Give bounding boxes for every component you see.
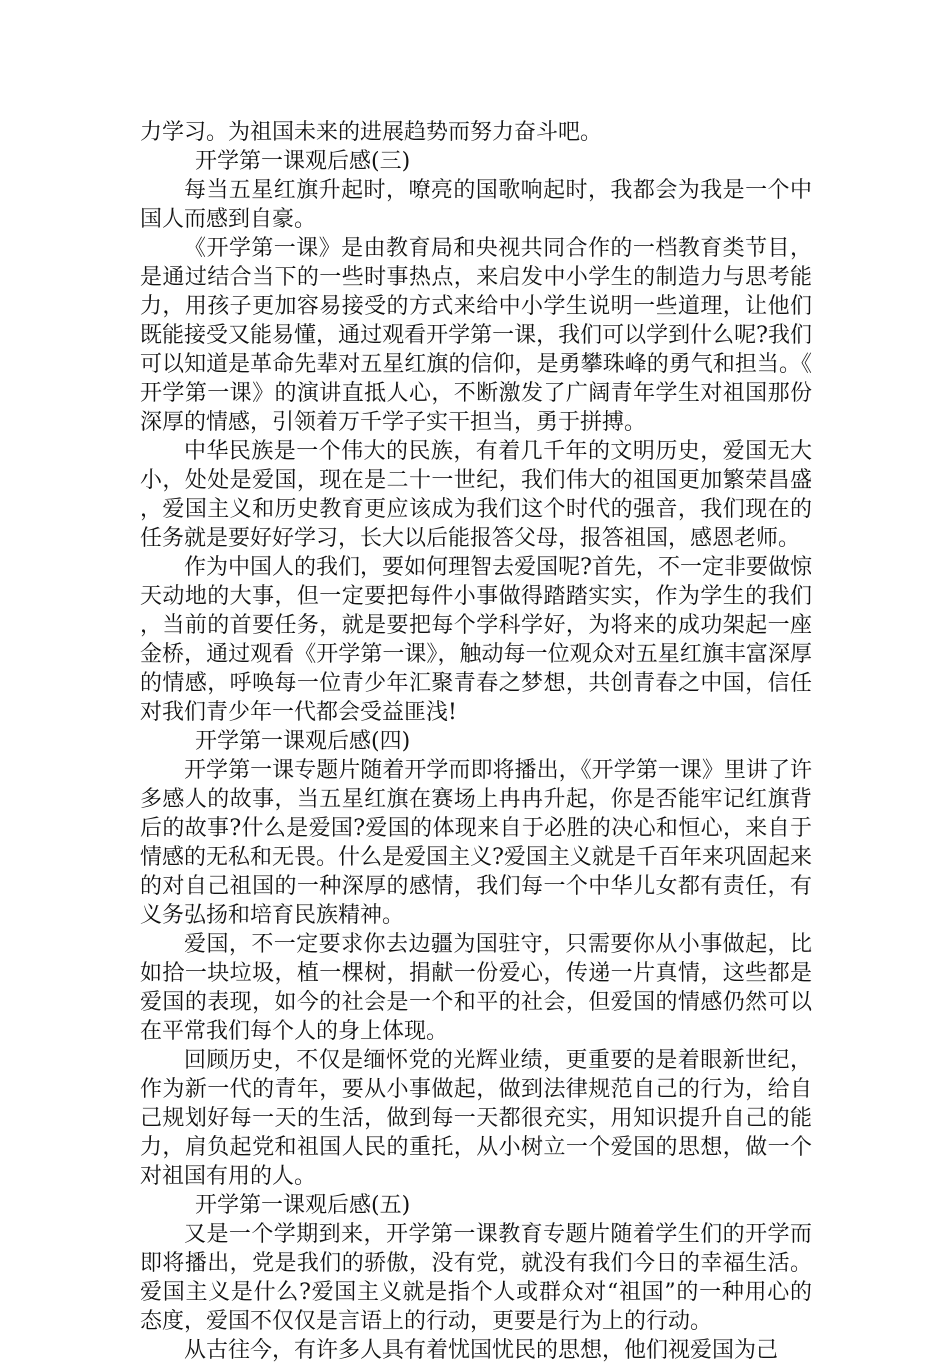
body-paragraph: 开学第一课专题片随着开学而即将播出，《开学第一课》里讲了许多感人的故事，当五星红旗在赛场上冉冉升起，你是否能牢记红旗背后的故事?什么是爱国?爱国的体现来自于必胜的决心和恒心，来自于情感的无私和无畏。什么是爱国主义?爱国主义就是千百年来巩固起来的对自己祖国的一种深厚的感情，我们每一个中华儿女都有责任，有义务弘扬和培育民族精神。 [140,758,812,928]
section-heading: 开学第一课观后感(五) [195,1193,411,1218]
body-paragraph: 又是一个学期到来，开学第一课教育专题片随着学生们的开学而即将播出，党是我们的骄傲，没有党，就没有我们今日的幸福生活。爱国主义是什么?爱国主义就是指个人或群众对“祖国”的一种用心的态度，爱国不仅仅是言语上的行动，更要是行为上的行动。 [140,1222,812,1334]
body-paragraph: 作为中国人的我们，要如何理智去爱国呢?首先，不一定非要做惊天动地的大事，但一定要把每件小事做得踏踏实实，作为学生的我们，当前的首要任务，就是要把每个学科学好，为将来的成功架起一座金桥，通过观看《开学第一课》，触动每一位观众对五星红旗丰富深厚的情感，呼唤每一位青少年汇聚青春之梦想，共创青春之中国，信任对我们青少年一代都会受益匪浅! [140,555,812,725]
document-page [140,118,812,1365]
body-paragraph: 回顾历史，不仅是缅怀党的光辉业绩，更重要的是着眼新世纪，作为新一代的青年，要从小事做起，做到法律规范自己的行为，给自己规划好每一天的生活，做到每一天都很充实，用知识提升自己的能力，肩负起党和祖国人民的重托，从小树立一个爱国的思想，做一个对祖国有用的人。 [140,1048,812,1189]
body-paragraph: 每当五星红旗升起时，嘹亮的国歌响起时，我都会为我是一个中国人而感到自豪。 [140,178,812,232]
body-paragraph: 中华民族是一个伟大的民族，有着几千年的文明历史，爱国无大小，处处是爱国，现在是二十一世纪，我们伟大的祖国更加繁荣昌盛，爱国主义和历史教育更应该成为我们这个时代的强音，我们现在的任务就是要好好学习，长大以后能报答父母，报答祖国，感恩老师。 [140,439,812,551]
section-heading: 开学第一课观后感(三) [195,149,411,174]
body-paragraph: 从古往今，有许多人具有着忧国忧民的思想，他们视爱国为己 [184,1338,779,1363]
section-heading: 开学第一课观后感(四) [195,729,411,754]
body-paragraph: 《开学第一课》是由教育局和央视共同合作的一档教育类节目，是通过结合当下的一些时事热点，来启发中小学生的制造力与思考能力，用孩子更加容易接受的方式来给中小学生说明一些道理，让他们既能接受又能易懂，通过观看开学第一课，我们可以学到什么呢?我们可以知道是革命先辈对五星红旗的信仰，是勇攀珠峰的勇气和担当。《开学第一课》的演讲直抵人心，不断激发了广阔青年学生对祖国那份深厚的情感，引领着万千学子实干担当，勇于拼搏。 [140,236,812,435]
body-paragraph: 爱国，不一定要求你去边疆为国驻守，只需要你从小事做起，比如拾一块垃圾，植一棵树，捐献一份爱心，传递一片真情，这些都是爱国的表现，如今的社会是一个和平的社会，但爱国的情感仍然可以在平常我们每个人的身上体现。 [140,932,812,1044]
body-paragraph: 力学习。为祖国未来的进展趋势而努力奋斗吧。 [140,120,603,145]
